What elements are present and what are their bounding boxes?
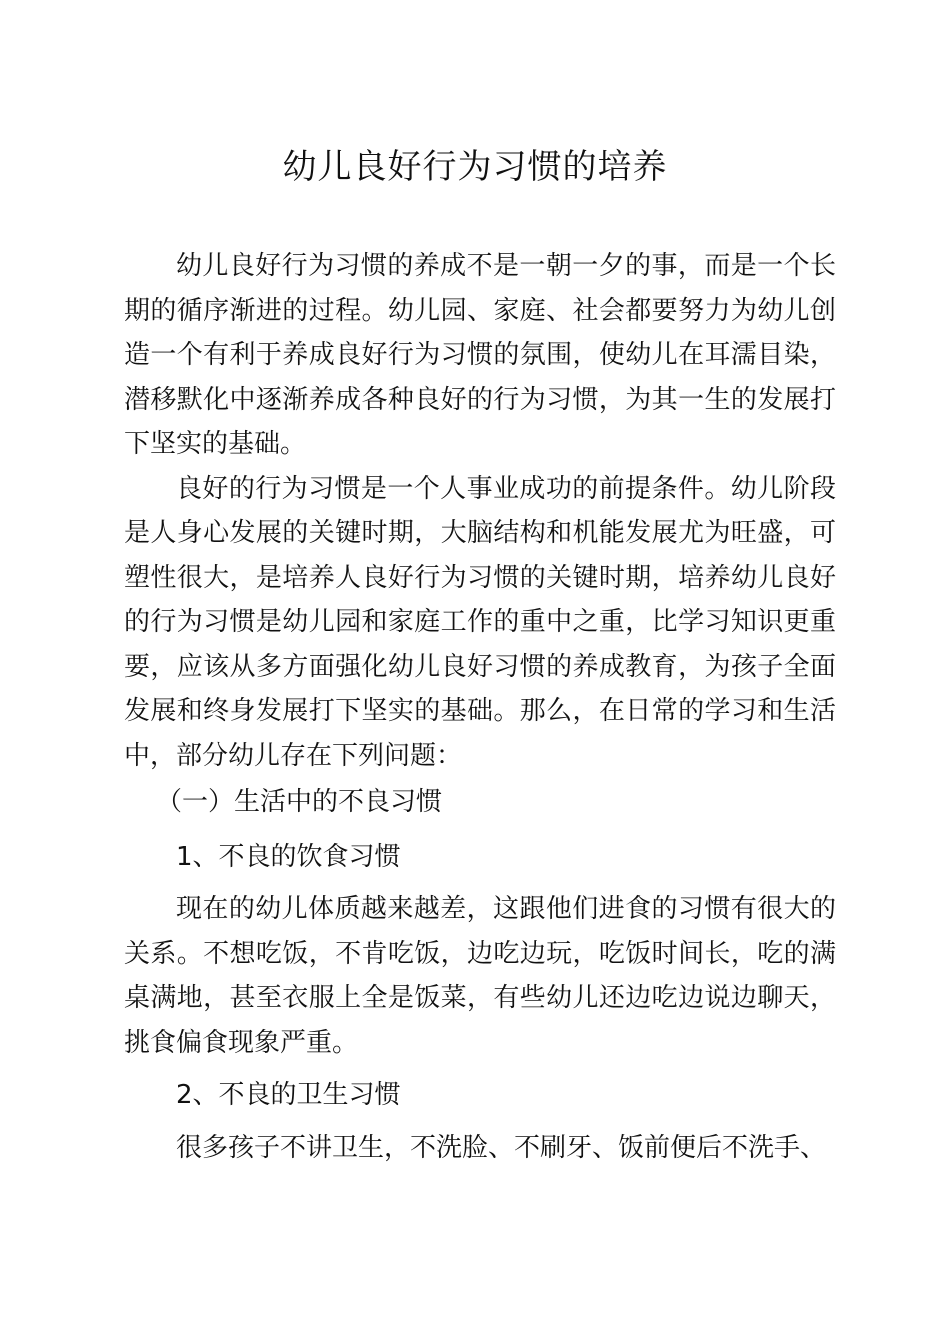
paragraph-hygiene-habits: 很多孩子不讲卫生，不洗脸、不刷牙、饭前便后不洗手、 xyxy=(176,1132,827,1163)
paragraph-importance: 良好的行为习惯是一个人事业成功的前提条件。幼儿阶段是人身心发展的关键时期，大脑结构和机能发展尤为旺盛，可塑性很大，是培养人良好行为习惯的关键时期，培养幼儿良好的行为习惯是幼儿园和家庭工作的重中之重，比学习知识更重要，应该从多方面强化幼儿良好习惯的养成教育，为孩子全面发展和终身发展打下坚实的基础。那么，在日常的学习和生活中，部分幼儿存在下列问题： xyxy=(124,473,836,771)
section-heading-1: （一）生活中的不良习惯 xyxy=(156,787,443,817)
paragraph-intro: 幼儿良好行为习惯的养成不是一朝一夕的事，而是一个长期的循序渐进的过程。幼儿园、家庭、社会都要努力为幼儿创造一个有利于养成良好行为习惯的氛围，使幼儿在耳濡目染，潜移默化中逐渐养成各种良好的行为习惯，为其一生的发展打下坚实的基础。 xyxy=(124,251,836,459)
page-title: 幼儿良好行为习惯的培养 xyxy=(282,147,668,187)
paragraph-eating-habits: 现在的幼儿体质越来越差，这跟他们进食的习惯有很大的关系。不想吃饭，不肯吃饭，边吃边玩，吃饭时间长，吃的满桌满地，甚至衣服上全是饭菜，有些幼儿还边吃边说边聊天，挑食偏食现象严重。 xyxy=(124,894,836,1058)
document-body xyxy=(124,244,836,1170)
subsection-heading-2: 2、不良的卫生习惯 xyxy=(176,1080,401,1110)
subsection-heading-1: 1、不良的饮食习惯 xyxy=(176,841,401,872)
